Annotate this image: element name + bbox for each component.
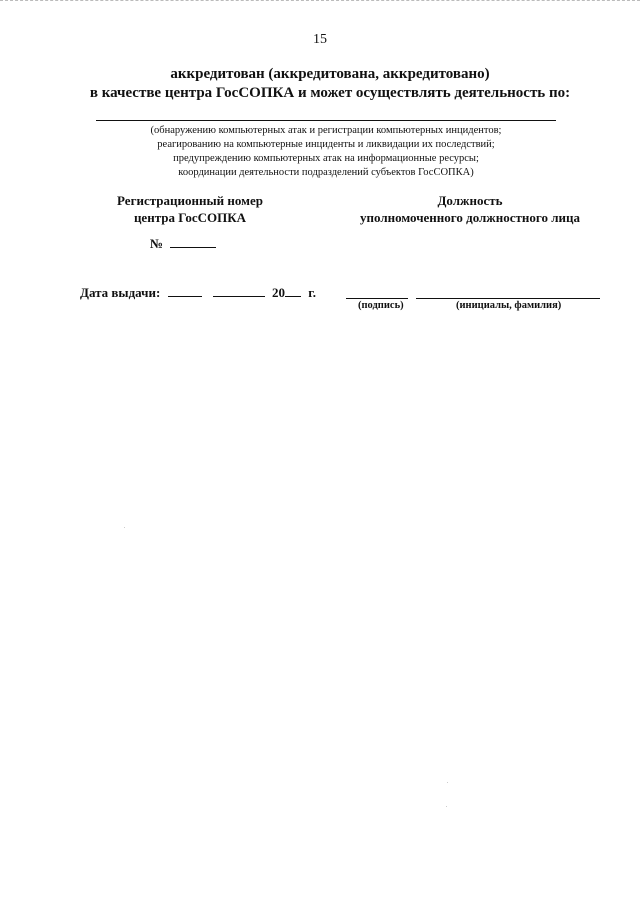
year-prefix: 20 <box>272 285 286 300</box>
scan-speck <box>447 782 448 783</box>
signature-caption: (подпись) <box>358 300 404 311</box>
registration-number-blank <box>170 236 216 248</box>
month-blank <box>213 285 265 297</box>
name-caption: (инициалы, фамилия) <box>456 300 562 311</box>
position-title-line-2: уполномоченного должностного лица <box>360 210 580 225</box>
note-line: координации деятельности подразделений субъектов ГосСОПКА) <box>178 167 474 178</box>
heading-line-1: аккредитован (аккредитована, аккредитовано) <box>170 66 490 82</box>
year-blank <box>285 285 301 297</box>
page-number: 15 <box>313 32 327 47</box>
note-line: предупреждению компьютерных атак на информационные ресурсы; <box>173 153 479 164</box>
scan-speck <box>446 806 447 807</box>
signature-line <box>346 298 408 299</box>
activity-note <box>96 124 556 180</box>
issue-date-label: Дата выдачи: <box>80 285 161 300</box>
registration-title-line-2: центра ГосСОПКА <box>133 210 247 225</box>
registration-title-line-1: Регистрационный номер <box>117 193 263 208</box>
scan-speck <box>124 527 125 528</box>
registration-number-row <box>150 236 216 252</box>
position-title-line-1: Должность <box>437 193 503 208</box>
name-line <box>416 298 600 299</box>
note-line: реагированию на компьютерные инциденты и ликвидации их последствий; <box>157 139 495 150</box>
scan-top-edge <box>0 0 640 3</box>
official-position-title <box>342 192 598 226</box>
registration-number-title <box>90 192 290 226</box>
issue-date-row <box>80 285 316 301</box>
year-suffix: г. <box>308 285 316 300</box>
activity-fill-line <box>96 120 556 121</box>
number-sign: № <box>150 236 164 251</box>
note-line: (обнаружению компьютерных атак и регистрации компьютерных инцидентов; <box>150 125 502 136</box>
day-blank <box>168 285 202 297</box>
heading-line-2: в качестве центра ГосСОПКА и может осуществлять деятельность по: <box>89 85 571 101</box>
